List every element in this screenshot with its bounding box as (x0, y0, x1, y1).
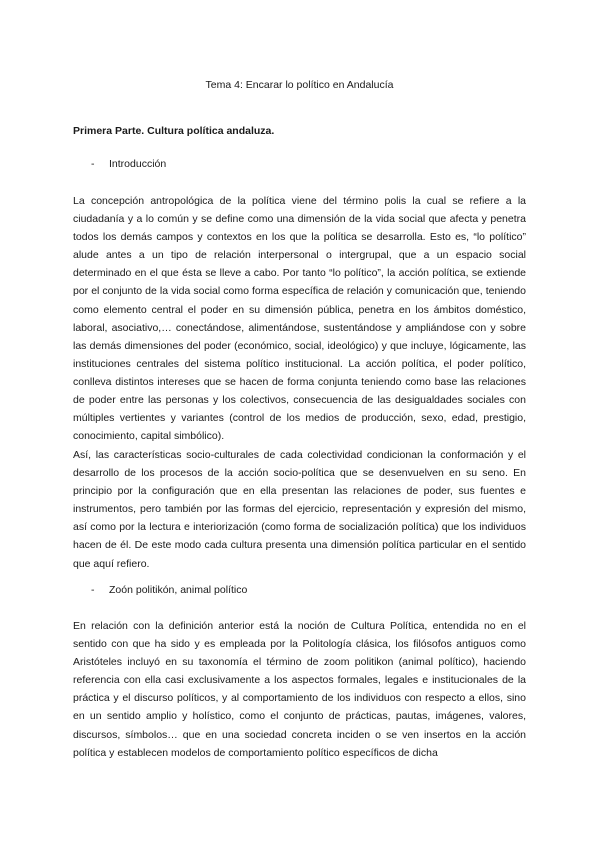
part-heading: Primera Parte. Cultura política andaluza. (73, 125, 275, 137)
document-title: Tema 4: Encarar lo político en Andalucía (205, 79, 394, 91)
section-heading-text: Introducción (109, 158, 167, 170)
paragraph-concepcion (73, 192, 526, 445)
section-heading-zoon-politikon (91, 583, 247, 597)
paragraph-caracteristicas (73, 446, 526, 573)
bullet-dash: - (91, 158, 95, 170)
paragraph-text: En relación con la definición anterior está la noción de Cultura Política, entendida no en el sentido con que ha sido y es empleada por la Politología clásica, los filósofos antiguos como Aristóteles incluyó en su taxonomía el término de zoom politikon (animal político), haciendo referencia con ella casi exclusivamente a los aspectos formales, legales e institucionales de la práctica y el discurso políticos, y al comportamiento de los individuos con respecto a ellos, sino en un sentido amplio y holístico, como el conjunto de prácticas, pautas, imágenes, valores, discursos, símbolos… que en una sociedad concreta inciden o se ven insertos en la acción política y establecen modelos de comportamiento político específicos de dicha (73, 620, 526, 759)
paragraph-text: Así, las características socio-culturales de cada colectividad condicionan la conformación y el desarrollo de los procesos de la acción socio-política que se desenvuelven en su seno. En principio por la configuración que en ella presentan las relaciones de poder, sus fuentes e instrumentos, pero también por las formas del ejercicio, representación y expresión del mismo, así como por la lectura e interiorización (como forma de socialización política) que los individuos hacen de él. De este modo cada cultura presenta una dimensión política particular en el sentido que aquí refiero. (73, 449, 526, 570)
paragraph-text: La concepción antropológica de la política viene del término polis la cual se refiere a la ciudadanía y a lo común y se define como una dimensión de la vida social que afecta y penetra todos los demás campos y contextos en los que la política se desarrolla. Esto es, “lo político” alude antes a un tipo de relación interpersonal o intergrupal, que a un espacio social determinado en el que ésta se lleve a cabo. Por tanto “lo político”, la acción política, se extiende por el conjunto de la vida social como forma específica de relación y comunicación que, teniendo como elemento central el poder en su dimensión pública, penetra en los ámbitos doméstico, laboral, asociativo,… conectándose, alimentándose, sustentándose y ampliándose con y sobre las demás dimensiones del poder (económico, social, ideológico) y que incluye, lógicamente, las instituciones centrales del sistema político institucional. La acción política, el poder político, conlleva distintos intereses que se hacen de forma conjunta teniendo como base las relaciones de poder entre las personas y los colectivos, consecuencia de las desigualdades sociales con múltiples vertientes y variantes (control de los medios de producción, sexo, edad, prestigio, conocimiento, capital simbólico). (73, 195, 526, 443)
section-heading-text: Zoón politikón, animal político (109, 584, 248, 596)
paragraph-cultura-politica (73, 617, 526, 762)
bullet-dash: - (91, 584, 95, 596)
section-heading-introduccion (91, 157, 166, 171)
